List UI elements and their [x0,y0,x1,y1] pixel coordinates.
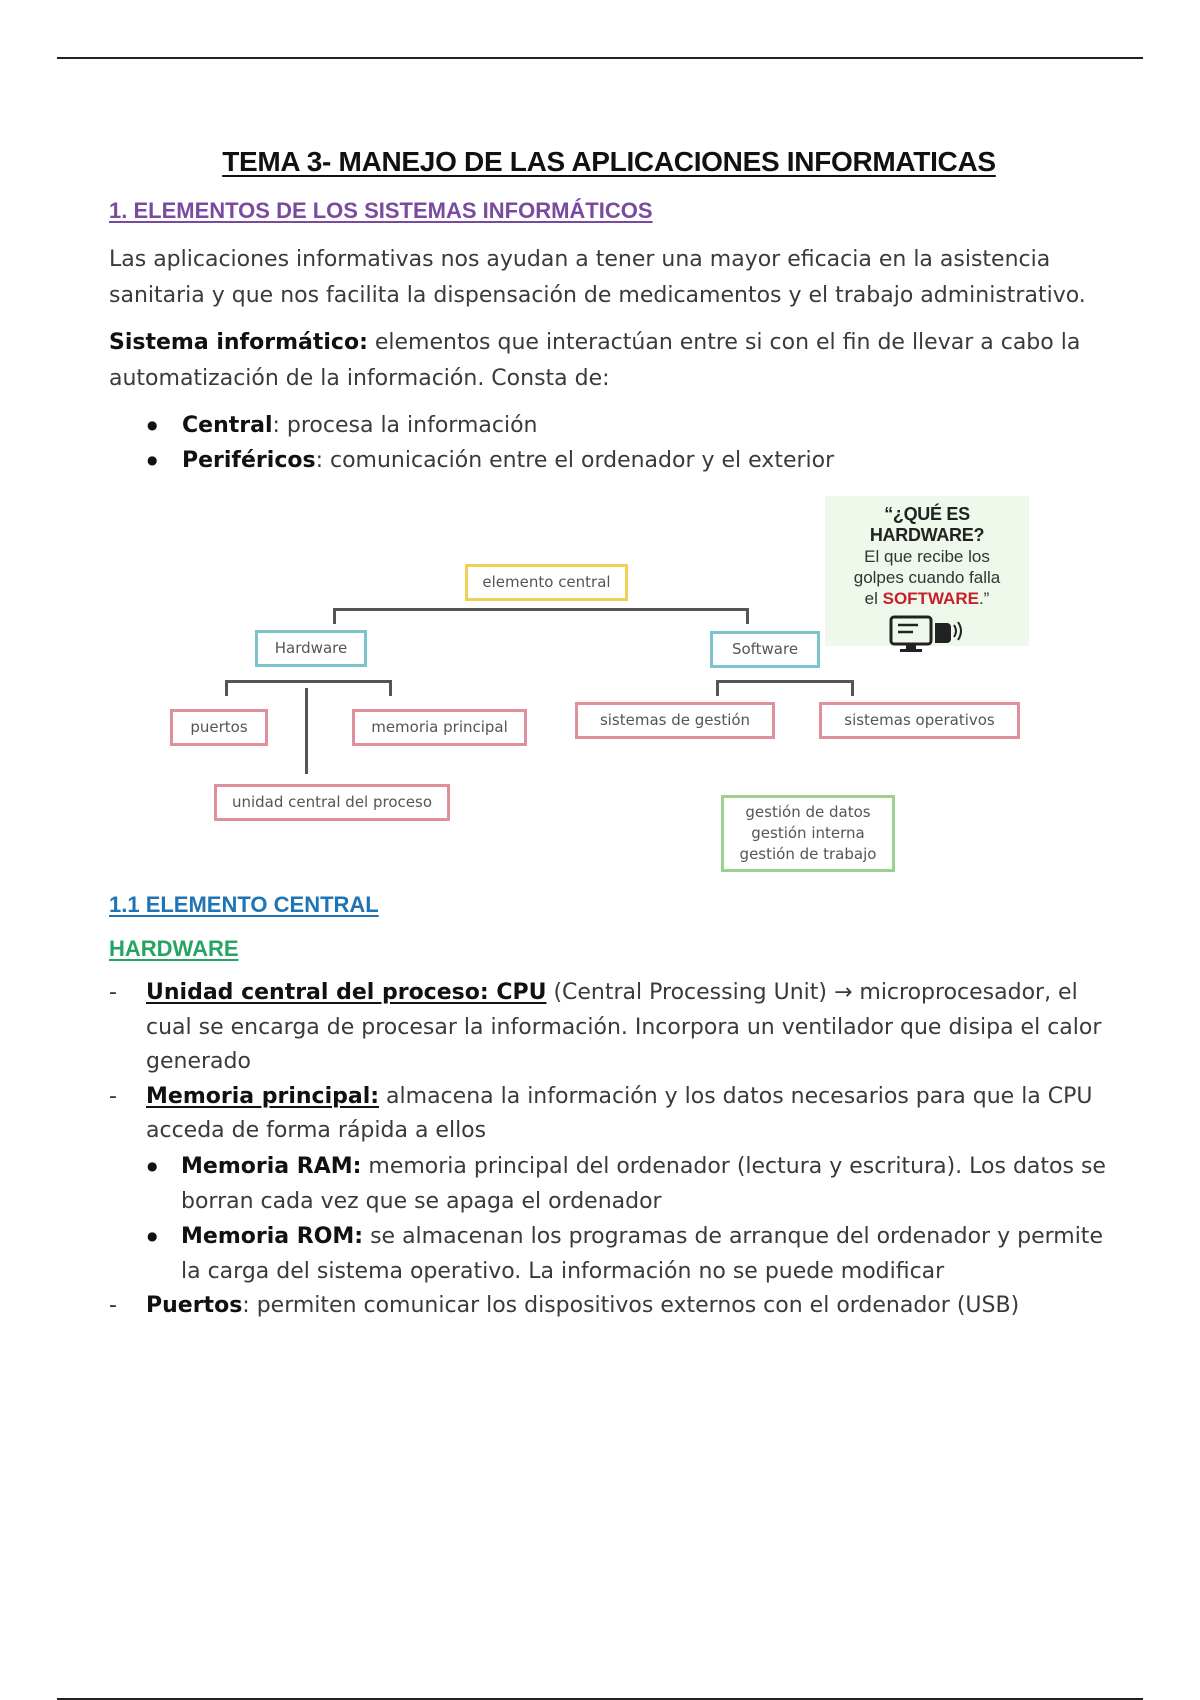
document-page [109,146,1109,1323]
hierarchy-diagram [109,496,1109,886]
callout-line: El que recibe los [864,547,990,566]
node-gestion [721,795,895,872]
node-software: Software [710,631,820,668]
connector-line [333,608,748,611]
list-item [144,1219,1109,1289]
callout-line: golpes cuando falla [853,568,1001,587]
gestion-line: gestión de trabajo [739,845,877,863]
hardware-heading: HARDWARE [109,936,239,961]
connector-line [305,688,308,774]
item-text: : permiten comunicar los dispositivos externos con el ordenador (USB) [242,1292,1020,1318]
item-term: Memoria RAM: [181,1153,362,1179]
memory-types-list [146,1149,1109,1289]
gestion-line: gestión interna [751,824,865,842]
item-text: : comunicación entre el ordenador y el exterior [315,448,835,473]
hardware-list [109,976,1109,1323]
list-item [109,408,1109,443]
connector-line [716,680,853,683]
item-text: almacena la información y los datos necesarios para que la CPU acceda de forma rápida a ellos [146,1083,1093,1143]
node-memoria-principal: memoria principal [352,709,527,746]
connector-line [333,608,336,624]
list-item [109,443,1109,478]
node-hardware: Hardware [255,630,367,667]
list-item [109,1080,1109,1289]
intro-paragraph: Las aplicaciones informativas nos ayudan a tener una mayor eficacia en la asistencia sanitaria y que nos facilita la dispensación de medicamentos y el trabajo administrativo. [109,247,1086,308]
connector-line [746,608,749,624]
item-text: (Central Processing Unit) → microprocesador, el cual se encarga de procesar la información. Incorpora un ventilador que disipa el calor generado [146,980,1102,1074]
item-term: Memoria ROM: [181,1223,364,1249]
item-term: Central [182,413,273,438]
connector-line [716,680,719,696]
section-1-1-heading: 1.1 ELEMENTO CENTRAL [109,892,379,917]
hardware-joke-callout [825,496,1029,646]
node-unidad-central: unidad central del proceso [214,784,450,821]
page-title: TEMA 3- MANEJO DE LAS APLICACIONES INFORMATICAS [222,146,996,177]
computer-punch-icon [887,613,967,657]
definition-paragraph [109,325,1109,396]
callout-line [825,588,1029,609]
item-text: se almacenan los programas de arranque del ordenador y permite la carga del sistema operativo. La información no se puede modificar [181,1223,1103,1284]
list-item [144,1149,1109,1219]
components-list [109,408,1109,478]
callout-software: SOFTWARE [882,589,979,608]
node-elemento-central: elemento central [465,564,628,601]
item-text: memoria principal del ordenador (lectura y escritura). Los datos se borran cada vez que se apaga el ordenador [181,1153,1106,1214]
node-sistemas-operativos: sistemas operativos [819,702,1020,739]
item-text: : procesa la información [272,413,538,438]
connector-line [225,680,228,696]
list-item [109,1289,1109,1324]
item-term: Unidad central del proceso: CPU [146,980,547,1005]
item-term: Memoria principal: [146,1083,380,1109]
connector-line [851,680,854,696]
definition-term: Sistema informático: [109,330,368,355]
gestion-line: gestión de datos [745,803,871,821]
item-term: Periféricos [182,448,316,473]
section-1-heading: 1. ELEMENTOS DE LOS SISTEMAS INFORMÁTICOS [109,198,653,223]
node-sistemas-gestion: sistemas de gestión [575,702,775,739]
callout-text: el [864,589,883,608]
list-item [109,976,1109,1080]
callout-question: “¿QUÉ ES HARDWARE? [869,504,985,545]
callout-text: .” [978,589,990,608]
top-rule [57,57,1143,59]
connector-line [225,680,391,683]
connector-line [389,680,392,696]
item-term: Puertos [146,1292,243,1318]
node-puertos: puertos [170,709,268,746]
definition-text: elementos que interactúan entre si con el fin de llevar a cabo la automatización de la información. Consta de: [109,330,1081,391]
